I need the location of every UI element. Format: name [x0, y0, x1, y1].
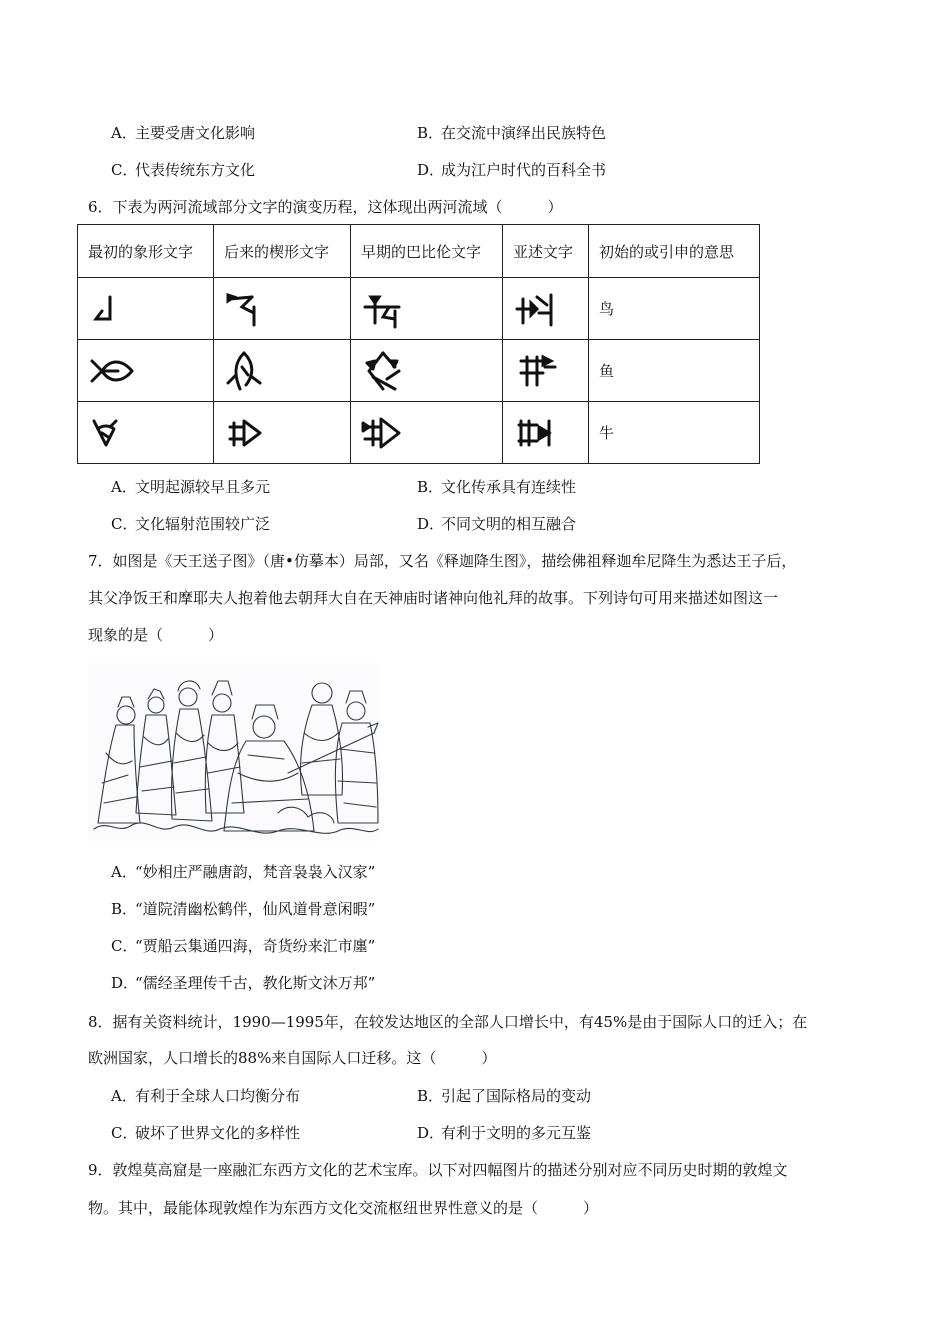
q7-stem-line: 现象的是（ ） [88, 626, 224, 644]
fish-cuneiform-icon [224, 349, 264, 393]
ox-babylonian-icon [361, 415, 405, 451]
ox-assyrian-icon [513, 415, 557, 451]
q7-stem-line: 7．如图是《天王送子图》（唐•仿摹本）局部，又名《释迦降生图》，描绘佛祖释迦牟尼降生为悉达王子后， [88, 552, 797, 570]
table-row [78, 278, 760, 340]
q8-stem-line: 欧洲国家，人口增长的88%来自国际人口迁移。这（ ） [88, 1049, 497, 1067]
q5-option-b: B．在交流中演绎出民族特色 [417, 124, 607, 142]
q5-option-c: C．代表传统东方文化 [111, 161, 256, 179]
q5-option-a: A．主要受唐文化影响 [111, 124, 256, 142]
q8-option-d: D．有利于文明的多元互鉴 [417, 1124, 592, 1142]
table-header-row [78, 225, 760, 278]
ox-cuneiform-icon [224, 415, 268, 451]
table-header: 亚述文字 [503, 225, 589, 278]
table-row [78, 340, 760, 402]
script-evolution-table [77, 224, 760, 464]
q7-option-a: A．“妙相庄严融唐韵，梵音袅袅入汉家” [111, 863, 376, 881]
q6-option-c: C．文化辐射范围较广泛 [111, 515, 271, 533]
q6-option-b: B．文化传承具有连续性 [417, 478, 577, 496]
bird-pictograph-icon [88, 291, 124, 327]
q9-stem-line: 9．敦煌莫高窟是一座融汇东西方文化的艺术宝库。以下对四幅图片的描述分别对应不同历史时期的敦煌文 [88, 1161, 788, 1179]
meaning-cell: 鱼 [589, 340, 760, 402]
meaning-cell: 鸟 [589, 278, 760, 340]
q6-option-a: A．文明起源较早且多元 [111, 478, 271, 496]
q6-option-d: D．不同文明的相互融合 [417, 515, 577, 533]
bird-babylonian-icon [361, 289, 405, 329]
q8-option-b: B．引起了国际格局的变动 [417, 1087, 592, 1105]
q7-stem-line: 其父净饭王和摩耶夫人抱着他去朝拜大自在天神庙时诸神向他礼拜的故事。下列诗句可用来描述如图这一 [88, 589, 779, 607]
bird-cuneiform-icon [224, 289, 268, 329]
table-header: 后来的楔形文字 [214, 225, 351, 278]
q8-option-c: C．破坏了世界文化的多样性 [111, 1124, 301, 1142]
q7-option-d: D．“儒经圣理传千古，教化斯文沐万邦” [111, 974, 376, 992]
table-header: 初始的或引申的意思 [589, 225, 760, 278]
meaning-cell: 牛 [589, 402, 760, 464]
ox-pictograph-icon [88, 415, 124, 451]
fish-babylonian-icon [361, 349, 405, 393]
q8-option-a: A．有利于全球人口均衡分布 [111, 1087, 301, 1105]
table-header: 最初的象形文字 [78, 225, 214, 278]
fish-assyrian-icon [513, 351, 557, 391]
tianwang-songzi-painting-icon [88, 663, 380, 841]
table-row [78, 402, 760, 464]
bird-assyrian-icon [513, 289, 557, 329]
q9-stem-line: 物。其中，最能体现敦煌作为东西方文化交流枢纽世界性意义的是（ ） [88, 1199, 599, 1217]
q8-stem-line: 8．据有关资料统计，1990—1995年，在较发达地区的全部人口增长中，有45%是由于国际人口的迁入；在 [88, 1013, 808, 1031]
fish-pictograph-icon [88, 353, 136, 389]
q6-stem: 6．下表为两河流域部分文字的演变历程，这体现出两河流域（ ） [88, 198, 563, 216]
q5-option-d: D．成为江户时代的百科全书 [417, 161, 607, 179]
q7-option-c: C．“贾船云集通四海，奇货纷来汇市廛” [111, 937, 376, 955]
q7-option-b: B．“道院清幽松鹤伴，仙风道骨意闲暇” [111, 900, 376, 918]
table-header: 早期的巴比伦文字 [351, 225, 503, 278]
